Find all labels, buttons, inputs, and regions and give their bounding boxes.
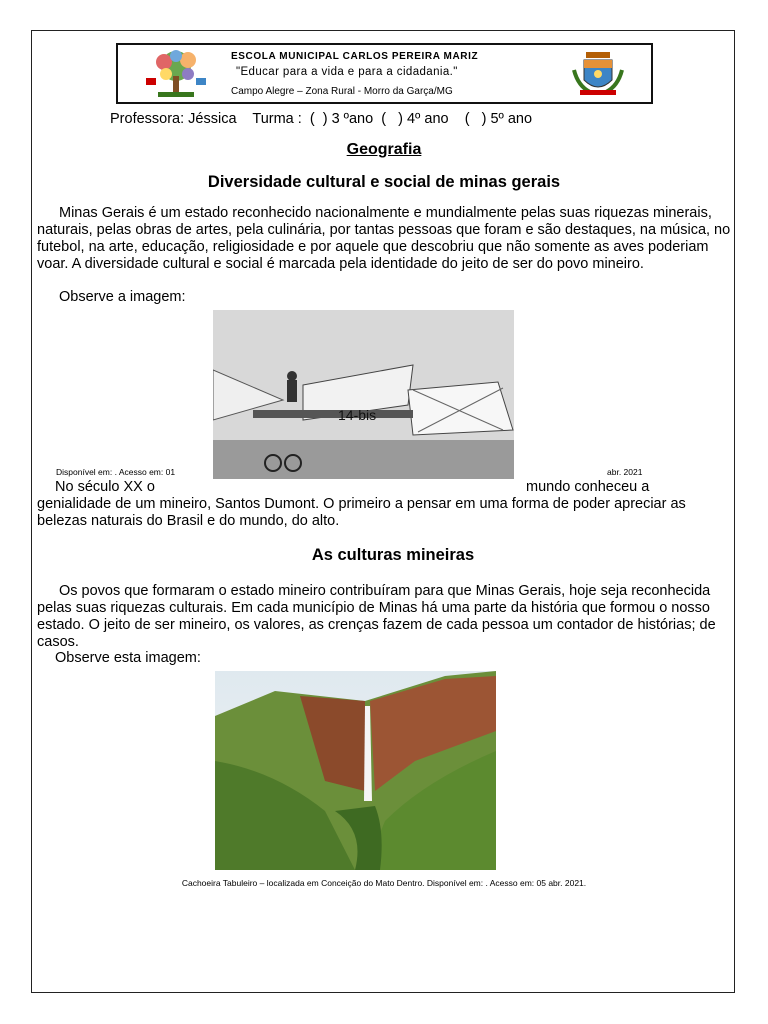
paragraph-culturas-text: Os povos que formaram o estado mineiro contribuíram para que Minas Gerais, hoje seja reconhecida pelas suas riquezas culturais. Em cada município de Minas há uma parte da história que formou o nosso estado. O jeito de ser mineiro, os valores, as crenças fazem de cada pessoa um contador de histórias; de casos.: [37, 583, 716, 650]
school-address: Campo Alegre – Zona Rural - Morro da Garça/MG: [231, 86, 453, 97]
paragraph-intro: [37, 205, 737, 273]
school-header: [116, 43, 653, 104]
school-motto: "Educar para a vida e para a cidadania.": [236, 66, 458, 78]
municipal-coat-of-arms-icon: [570, 50, 626, 98]
paragraph-dumont-mid: mundo conheceu a: [526, 479, 650, 495]
image-credit-right: abr. 2021: [607, 467, 643, 477]
14-bis-airplane-photo-icon: [213, 310, 514, 479]
page-title: Diversidade cultural e social de minas gerais: [207, 173, 561, 191]
paragraph-dumont-start: No século XX o: [55, 479, 155, 495]
image-credit-left: Disponível em: . Acesso em: 01: [56, 467, 176, 477]
plane-label: 14-bis: [338, 407, 377, 423]
section-title-culturas: As culturas mineiras: [311, 546, 475, 564]
image-caption-waterfall: Cachoeira Tabuleiro – localizada em Conceição do Mato Dentro. Disponível em: . Acesso em: 05 abr. 2021.: [181, 878, 587, 888]
observe-instruction-1: Observe a imagem:: [59, 289, 186, 305]
teacher-class-line: Professora: Jéssica Turma : ( ) 3 ºano ( ) 4º ano ( ) 5º ano: [110, 111, 533, 127]
school-name: ESCOLA MUNICIPAL CARLOS PEREIRA MARIZ: [231, 51, 479, 62]
waterfall-canyon-photo-icon: [215, 671, 496, 870]
observe-instruction-2: Observe esta imagem:: [55, 650, 201, 666]
paragraph-culturas: [37, 583, 737, 651]
subject-heading: Geografia: [346, 141, 422, 158]
tree-of-books-logo-icon: [136, 48, 216, 100]
paragraph-intro-text: Minas Gerais é um estado reconhecido nacionalmente e mundialmente pelas suas riquezas minerais, naturais, pelas obras de artes, pela culinária, por tantas pessoas que foram e são destaques, na música, no futebol, na arte, educação, religiosidade e por aquele que descobriu que não somente as aves poderiam voar. A diversidade cultural e social é marcada pela identidade do jeito de ser do povo mineiro.: [37, 205, 731, 272]
paragraph-dumont-rest: genialidade de um mineiro, Santos Dumont. O primeiro a pensar em uma forma de poder apreciar as belezas naturais do Brasil e do mundo, do alto.: [37, 496, 686, 529]
